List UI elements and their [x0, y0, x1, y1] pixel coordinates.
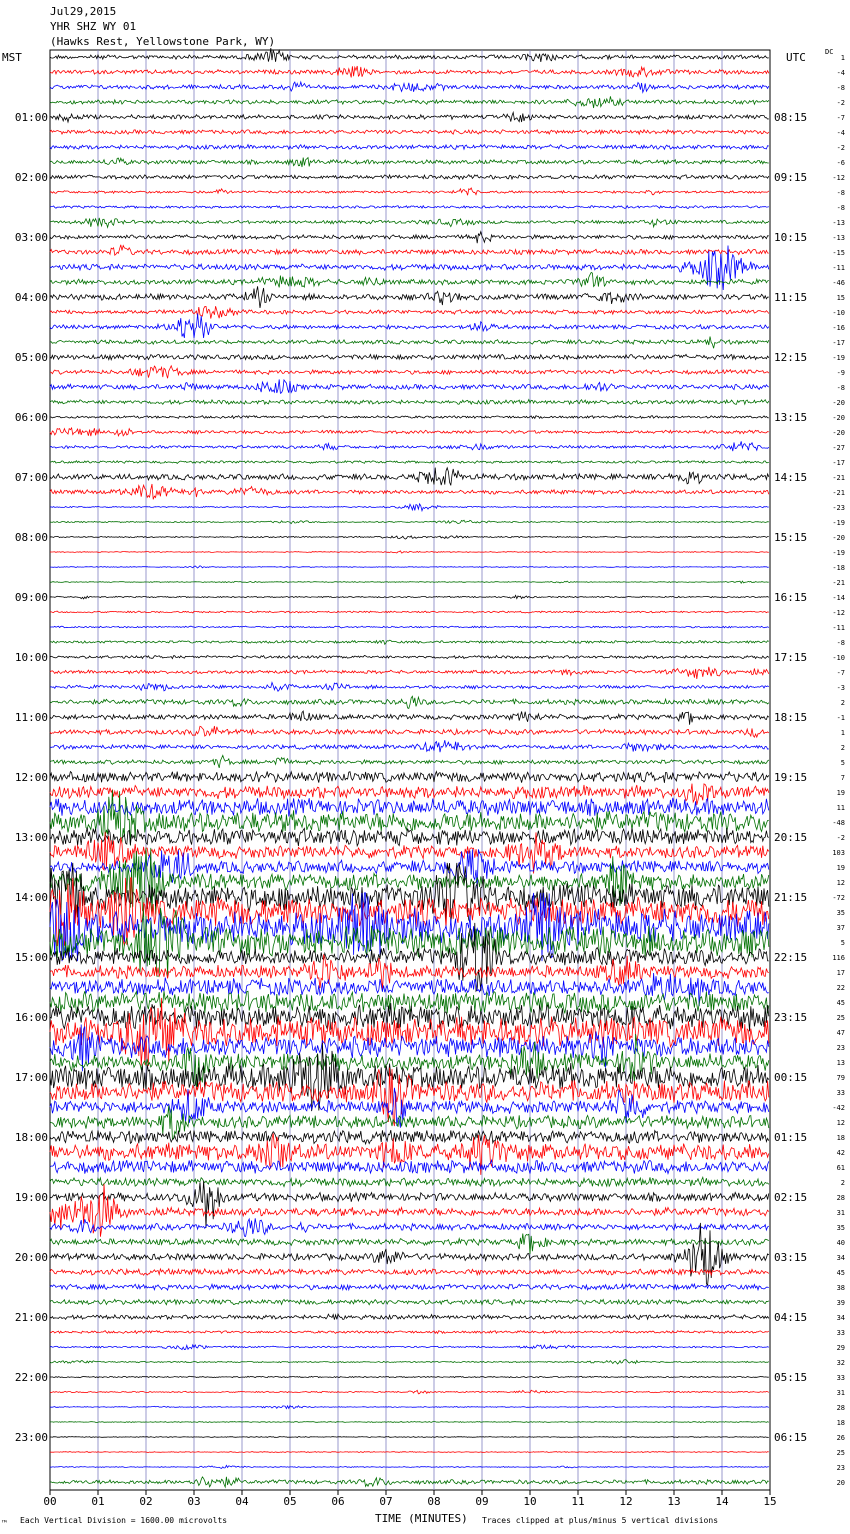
- dc-value-label: 29: [836, 1344, 845, 1352]
- dc-value-label: 7: [840, 774, 845, 782]
- left-hour-label: 08:00: [14, 531, 48, 544]
- dc-value-label: -48: [832, 819, 845, 827]
- dc-value-label: -8: [836, 84, 845, 92]
- seismic-trace: [50, 1269, 769, 1275]
- dc-value-label: -42: [832, 1104, 845, 1112]
- seismic-trace: [50, 1314, 769, 1320]
- left-hour-label: 12:00: [14, 771, 48, 784]
- seismic-trace: [50, 772, 769, 783]
- dc-value-label: 28: [836, 1404, 845, 1412]
- dc-value-label: -20: [832, 534, 845, 542]
- dc-value-label: 2: [840, 1179, 845, 1187]
- dc-value-label: -20: [832, 414, 845, 422]
- seismic-trace: [50, 206, 769, 209]
- seismic-trace: [50, 595, 769, 599]
- x-tick-label: 05: [283, 1495, 297, 1508]
- dc-value-label: 39: [836, 1299, 845, 1307]
- right-hour-label: 02:15: [774, 1191, 808, 1204]
- x-tick-label: 04: [235, 1495, 249, 1508]
- seismic-trace: [50, 400, 769, 405]
- dc-value-label: 31: [836, 1209, 845, 1217]
- seismic-trace: [50, 1422, 769, 1423]
- dc-value-label: -2: [836, 834, 845, 842]
- left-hour-label: 10:00: [14, 651, 48, 664]
- seismic-trace: [50, 366, 769, 379]
- dc-value-label: 12: [836, 879, 845, 887]
- seismic-trace: [50, 611, 769, 613]
- right-hour-label: 08:15: [774, 111, 808, 124]
- seismic-trace: [50, 683, 769, 692]
- left-hour-label: 11:00: [14, 711, 48, 724]
- left-hour-label: 23:00: [14, 1431, 48, 1444]
- dc-value-label: 25: [836, 1014, 845, 1022]
- left-hour-label: 09:00: [14, 591, 48, 604]
- dc-value-label: -4: [836, 129, 845, 137]
- right-hour-label: 16:15: [774, 591, 808, 604]
- dc-value-label: 38: [836, 1284, 845, 1292]
- dc-value-label: 79: [836, 1074, 845, 1082]
- left-hour-label: 16:00: [14, 1011, 48, 1024]
- right-hour-label: 19:15: [774, 771, 808, 784]
- dc-value-label: -21: [832, 474, 845, 482]
- seismic-trace: [50, 66, 769, 77]
- dc-value-label: 17: [836, 969, 845, 977]
- seismic-trace: [50, 313, 769, 338]
- left-timezone-label: MST: [2, 51, 22, 64]
- station-label: YHR SHZ WY 01: [50, 20, 137, 33]
- dc-value-label: 15: [836, 294, 845, 302]
- x-tick-label: 08: [427, 1495, 441, 1508]
- dc-value-label: -14: [832, 594, 845, 602]
- dc-value-label: -12: [832, 609, 845, 617]
- dc-value-label: -8: [836, 189, 845, 197]
- seismic-trace: [50, 1465, 769, 1468]
- x-tick-label: 14: [715, 1495, 729, 1508]
- seismic-trace: [50, 790, 769, 846]
- left-hour-label: 02:00: [14, 171, 48, 184]
- right-hour-label: 10:15: [774, 231, 808, 244]
- x-tick-label: 12: [619, 1495, 633, 1508]
- seismic-trace: [50, 96, 769, 108]
- dc-value-label: 5: [840, 759, 845, 767]
- right-hour-label: 17:15: [774, 651, 808, 664]
- dc-value-label: 13: [836, 1059, 845, 1067]
- seismic-trace: [50, 726, 769, 737]
- trace-group: [50, 48, 769, 1487]
- dc-value-label: 28: [836, 1194, 845, 1202]
- seismic-trace: [50, 696, 769, 708]
- right-hour-label: 21:15: [774, 891, 808, 904]
- dc-value-label: -11: [832, 264, 845, 272]
- seismic-trace: [50, 1345, 769, 1350]
- x-tick-label: 02: [139, 1495, 153, 1508]
- left-hour-label: 14:00: [14, 891, 48, 904]
- seismic-trace: [50, 520, 769, 523]
- dc-value-label: -1: [836, 714, 845, 722]
- right-hour-label: 20:15: [774, 831, 808, 844]
- date-label: Jul29,2015: [50, 5, 117, 18]
- seismic-trace: [50, 755, 769, 768]
- dc-value-label: 61: [836, 1164, 845, 1172]
- dc-value-label: 23: [836, 1464, 845, 1472]
- seismic-trace: [50, 1284, 769, 1290]
- dc-value-label: 35: [836, 1224, 845, 1232]
- seismic-trace: [50, 158, 769, 168]
- seismic-trace: [50, 82, 769, 92]
- dc-value-label: -19: [832, 519, 845, 527]
- seismic-trace: [50, 626, 769, 628]
- right-hour-label: 15:15: [774, 531, 808, 544]
- dc-value-label: -20: [832, 429, 845, 437]
- dc-value-label: -13: [832, 234, 845, 242]
- dc-value-label: 40: [836, 1239, 845, 1247]
- dc-value-label: 31: [836, 1389, 845, 1397]
- left-hour-label: 04:00: [14, 291, 48, 304]
- right-hour-label: 14:15: [774, 471, 808, 484]
- seismic-trace: [50, 1299, 769, 1304]
- seismic-trace: [50, 1160, 769, 1174]
- dc-value-label: 19: [836, 864, 845, 872]
- right-hour-label: 11:15: [774, 291, 808, 304]
- dc-value-label: 33: [836, 1329, 845, 1337]
- dc-value-label: -15: [832, 249, 845, 257]
- right-hour-label: 18:15: [774, 711, 808, 724]
- right-hour-label: 04:15: [774, 1311, 808, 1324]
- seismic-trace: [50, 1130, 769, 1144]
- dc-value-label: -17: [832, 459, 845, 467]
- left-hour-label: 01:00: [14, 111, 48, 124]
- seismic-trace: [50, 188, 769, 195]
- dc-value-label: -46: [832, 279, 845, 287]
- dc-value-label: -27: [832, 444, 845, 452]
- left-hour-label: 13:00: [14, 831, 48, 844]
- dc-value-label: 11: [836, 804, 845, 812]
- left-hour-label: 07:00: [14, 471, 48, 484]
- right-hour-label: 09:15: [774, 171, 808, 184]
- right-hour-label: 12:15: [774, 351, 808, 364]
- dc-value-label: -3: [836, 684, 845, 692]
- dc-value-label: 45: [836, 1269, 845, 1277]
- location-label: (Hawks Rest, Yellowstone Park, WY): [50, 35, 276, 48]
- left-hour-label: 20:00: [14, 1251, 48, 1264]
- dc-value-label: 5: [840, 939, 845, 947]
- dc-value-label: 18: [836, 1134, 845, 1142]
- seismic-trace: [50, 379, 769, 393]
- dc-header-label: DC: [825, 48, 834, 56]
- dc-value-label: -13: [832, 219, 845, 227]
- seismic-trace: [50, 416, 769, 419]
- dc-value-label: -21: [832, 579, 845, 587]
- dc-value-label: 1: [840, 54, 845, 62]
- dc-value-label: -23: [832, 504, 845, 512]
- seismic-trace: [50, 711, 769, 725]
- dc-value-label: -8: [836, 384, 845, 392]
- left-hour-label: 17:00: [14, 1071, 48, 1084]
- x-tick-label: 03: [187, 1495, 201, 1508]
- x-tick-label: 15: [763, 1495, 777, 1508]
- x-tick-label: 13: [667, 1495, 681, 1508]
- dc-value-label: -8: [836, 639, 845, 647]
- right-timezone-label: UTC: [786, 51, 806, 64]
- seismic-trace: [50, 1218, 769, 1236]
- dc-value-label: 37: [836, 924, 845, 932]
- seismic-trace: [50, 441, 769, 451]
- right-hour-label: 03:15: [774, 1251, 808, 1264]
- dc-value-label: -72: [832, 894, 845, 902]
- dc-value-label: 2: [840, 699, 845, 707]
- dc-value-label: -4: [836, 69, 845, 77]
- seismic-trace: [50, 640, 769, 644]
- dc-value-label: 116: [832, 954, 845, 962]
- right-hour-label: 23:15: [774, 1011, 808, 1024]
- footer-scale-label: Each Vertical Division = 1600.00 microvolts: [20, 1516, 228, 1525]
- seismic-trace: [50, 566, 769, 568]
- seismic-trace: [50, 286, 769, 308]
- seismic-trace: [50, 1181, 769, 1228]
- right-hour-label: 01:15: [774, 1131, 808, 1144]
- left-hour-label: 22:00: [14, 1371, 48, 1384]
- seismic-trace: [50, 1452, 769, 1453]
- seismic-trace: [50, 232, 769, 244]
- seismic-trace: [50, 337, 769, 349]
- seismic-trace: [50, 1234, 769, 1255]
- dc-value-label: 34: [836, 1254, 845, 1262]
- left-hour-label: 19:00: [14, 1191, 48, 1204]
- seismic-trace: [50, 551, 769, 553]
- right-hour-label: 13:15: [774, 411, 808, 424]
- dc-value-label: 45: [836, 999, 845, 1007]
- x-tick-label: 09: [475, 1495, 489, 1508]
- seismic-trace: [50, 246, 769, 291]
- left-hour-label: 06:00: [14, 411, 48, 424]
- dc-value-label: -17: [832, 339, 845, 347]
- dc-value-label: 22: [836, 984, 845, 992]
- seismic-trace: [50, 1437, 769, 1438]
- dc-value-label: -18: [832, 564, 845, 572]
- seismic-trace: [50, 145, 769, 150]
- seismic-trace: [50, 828, 769, 846]
- right-hour-label: 06:15: [774, 1431, 808, 1444]
- dc-value-label: 1: [840, 729, 845, 737]
- seismic-trace: [50, 536, 769, 539]
- dc-value-label: 25: [836, 1449, 845, 1457]
- seismic-trace: [50, 112, 769, 122]
- seismic-trace: [50, 740, 769, 752]
- seismic-trace: [50, 175, 769, 180]
- seismic-trace: [50, 1331, 769, 1334]
- seismic-trace: [50, 1177, 769, 1186]
- dc-value-label: -6: [836, 159, 845, 167]
- seismic-trace: [50, 784, 769, 805]
- dc-value-label: -20: [832, 399, 845, 407]
- dc-value-label: -10: [832, 309, 845, 317]
- dc-value-label: -2: [836, 144, 845, 152]
- dc-value-label: -8: [836, 204, 845, 212]
- seismic-trace: [50, 245, 769, 255]
- seismic-trace: [50, 656, 769, 659]
- x-tick-label: 10: [523, 1495, 537, 1508]
- dc-value-label: 33: [836, 1374, 845, 1382]
- dc-value-label: 19: [836, 789, 845, 797]
- dc-value-label: -2: [836, 99, 845, 107]
- seismic-trace: [50, 1406, 769, 1409]
- seismic-trace: [50, 484, 769, 499]
- dc-value-label: 35: [836, 909, 845, 917]
- right-hour-label: 00:15: [774, 1071, 808, 1084]
- seismic-trace: [50, 1477, 769, 1487]
- dc-value-label: 47: [836, 1029, 845, 1037]
- dc-value-label: -7: [836, 114, 845, 122]
- seismic-trace: [50, 306, 769, 318]
- seismic-trace: [50, 461, 769, 464]
- dc-value-label: -19: [832, 549, 845, 557]
- seismic-trace: [50, 218, 769, 228]
- dc-value-label: 18: [836, 1419, 845, 1427]
- left-hour-label: 15:00: [14, 951, 48, 964]
- x-tick-label: 11: [571, 1495, 585, 1508]
- dc-value-label: 26: [836, 1434, 845, 1442]
- x-axis-title: TIME (MINUTES): [375, 1512, 468, 1525]
- footer-mark: ™: [2, 1519, 7, 1528]
- seismic-trace: [50, 428, 769, 436]
- seismic-trace: [50, 1376, 769, 1377]
- x-tick-label: 07: [379, 1495, 393, 1508]
- dc-value-label: 34: [836, 1314, 845, 1322]
- seismic-trace: [50, 354, 769, 359]
- dc-value-label: -9: [836, 369, 845, 377]
- dc-value-label: -21: [832, 489, 845, 497]
- dc-value-label: 32: [836, 1359, 845, 1367]
- seismic-trace: [50, 468, 769, 486]
- right-hour-label: 05:15: [774, 1371, 808, 1384]
- dc-value-label: 20: [836, 1479, 845, 1487]
- left-hour-label: 03:00: [14, 231, 48, 244]
- dc-value-label: 2: [840, 744, 845, 752]
- dc-value-label: -11: [832, 624, 845, 632]
- seismic-trace: [50, 504, 769, 511]
- dc-value-label: -19: [832, 354, 845, 362]
- dc-value-label: -10: [832, 654, 845, 662]
- seismic-trace: [50, 272, 769, 287]
- seismic-trace: [50, 581, 769, 583]
- dc-value-label: -12: [832, 174, 845, 182]
- seismic-trace: [50, 1223, 769, 1285]
- dc-value-label: 103: [832, 849, 845, 857]
- seismic-trace: [50, 130, 769, 135]
- left-hour-label: 21:00: [14, 1311, 48, 1324]
- seismic-trace: [50, 1360, 769, 1364]
- dc-value-label: -7: [836, 669, 845, 677]
- left-hour-label: 18:00: [14, 1131, 48, 1144]
- dc-value-label: 12: [836, 1119, 845, 1127]
- seismic-trace: [50, 1184, 769, 1237]
- x-tick-label: 06: [331, 1495, 345, 1508]
- left-hour-label: 05:00: [14, 351, 48, 364]
- x-tick-label: 01: [91, 1495, 105, 1508]
- dc-value-label: 23: [836, 1044, 845, 1052]
- seismic-trace: [50, 1390, 769, 1394]
- right-hour-label: 22:15: [774, 951, 808, 964]
- seismic-trace: [50, 667, 769, 679]
- dc-value-label: -16: [832, 324, 845, 332]
- dc-value-label: 42: [836, 1149, 845, 1157]
- dc-value-label: 33: [836, 1089, 845, 1097]
- x-tick-label: 00: [43, 1495, 57, 1508]
- footer-clip-label: Traces clipped at plus/minus 5 vertical divisions: [482, 1516, 719, 1525]
